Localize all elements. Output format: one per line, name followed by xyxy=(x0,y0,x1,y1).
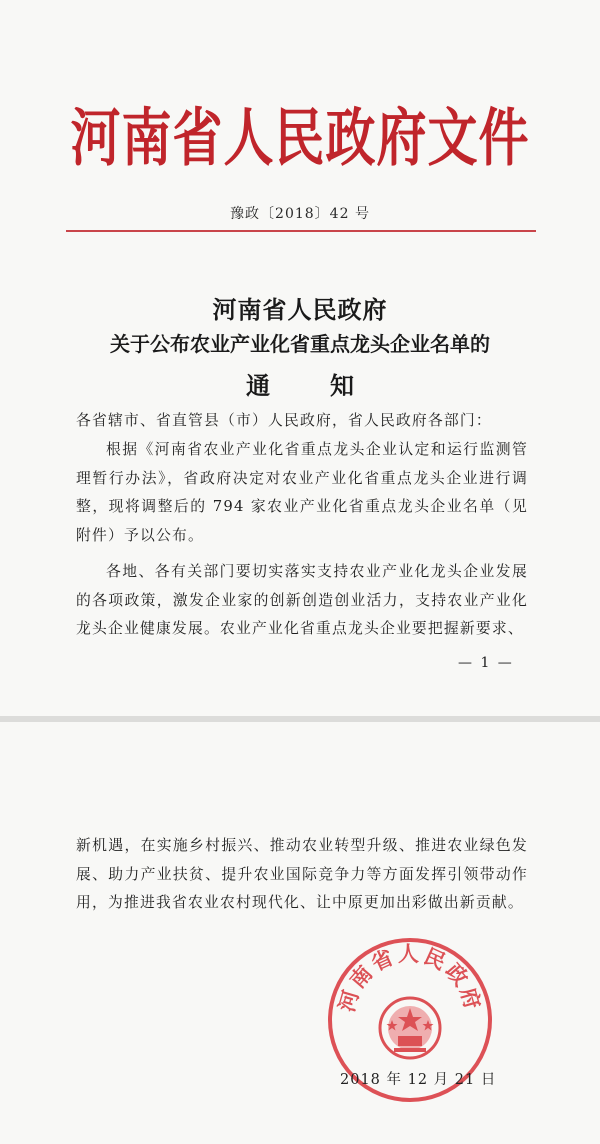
body-paragraph-2: 各地、各有关部门要切实落实支持农业产业化龙头企业发展的各项政策，激发企业家的创新创造创业活力，支持农业产业化龙头企业健康发展。农业产业化省重点龙头企业要把握新要求、 xyxy=(76,563,528,638)
document-page-2 xyxy=(0,722,600,1144)
document-number: 豫政〔2018〕42 号 xyxy=(230,206,370,222)
page-number: — 1 — xyxy=(458,655,514,671)
national-emblem-icon xyxy=(380,998,440,1058)
issue-date: 2018 年 12 月 21 日 xyxy=(340,1072,497,1088)
notice-title-line1: 河南省人民政府 xyxy=(212,295,388,324)
red-divider-line xyxy=(66,230,536,232)
notice-title-line2: 关于公布农业产业化省重点龙头企业名单的 xyxy=(110,332,490,356)
salutation: 各省辖市、省直管县（市）人民政府，省人民政府各部门： xyxy=(76,412,492,429)
masthead-title: 河南省人民政府文件 xyxy=(70,100,530,175)
body-paragraph-2-continued: 新机遇，在实施乡村振兴、推动农业转型升级、推进农业绿色发展、助力产业扶贫、提升农业国际竞争力等方面发挥引领带动作用，为推进我省农业农村现代化、让中原更加出彩做出新贡献。 xyxy=(76,837,528,912)
notice-title-line3: 通知 xyxy=(246,371,414,400)
body-paragraph-1: 根据《河南省农业产业化省重点龙头企业认定和运行监测管理暂行办法》，省政府决定对农业产业化省重点龙头企业进行调整，现将调整后的 794 家农业产业化省重点龙头企业名单（见附件）予以公布。 xyxy=(76,441,528,544)
seal-text: 河南省人民政府 xyxy=(333,941,487,1015)
svg-text:河南省人民政府 xyxy=(334,941,487,1014)
